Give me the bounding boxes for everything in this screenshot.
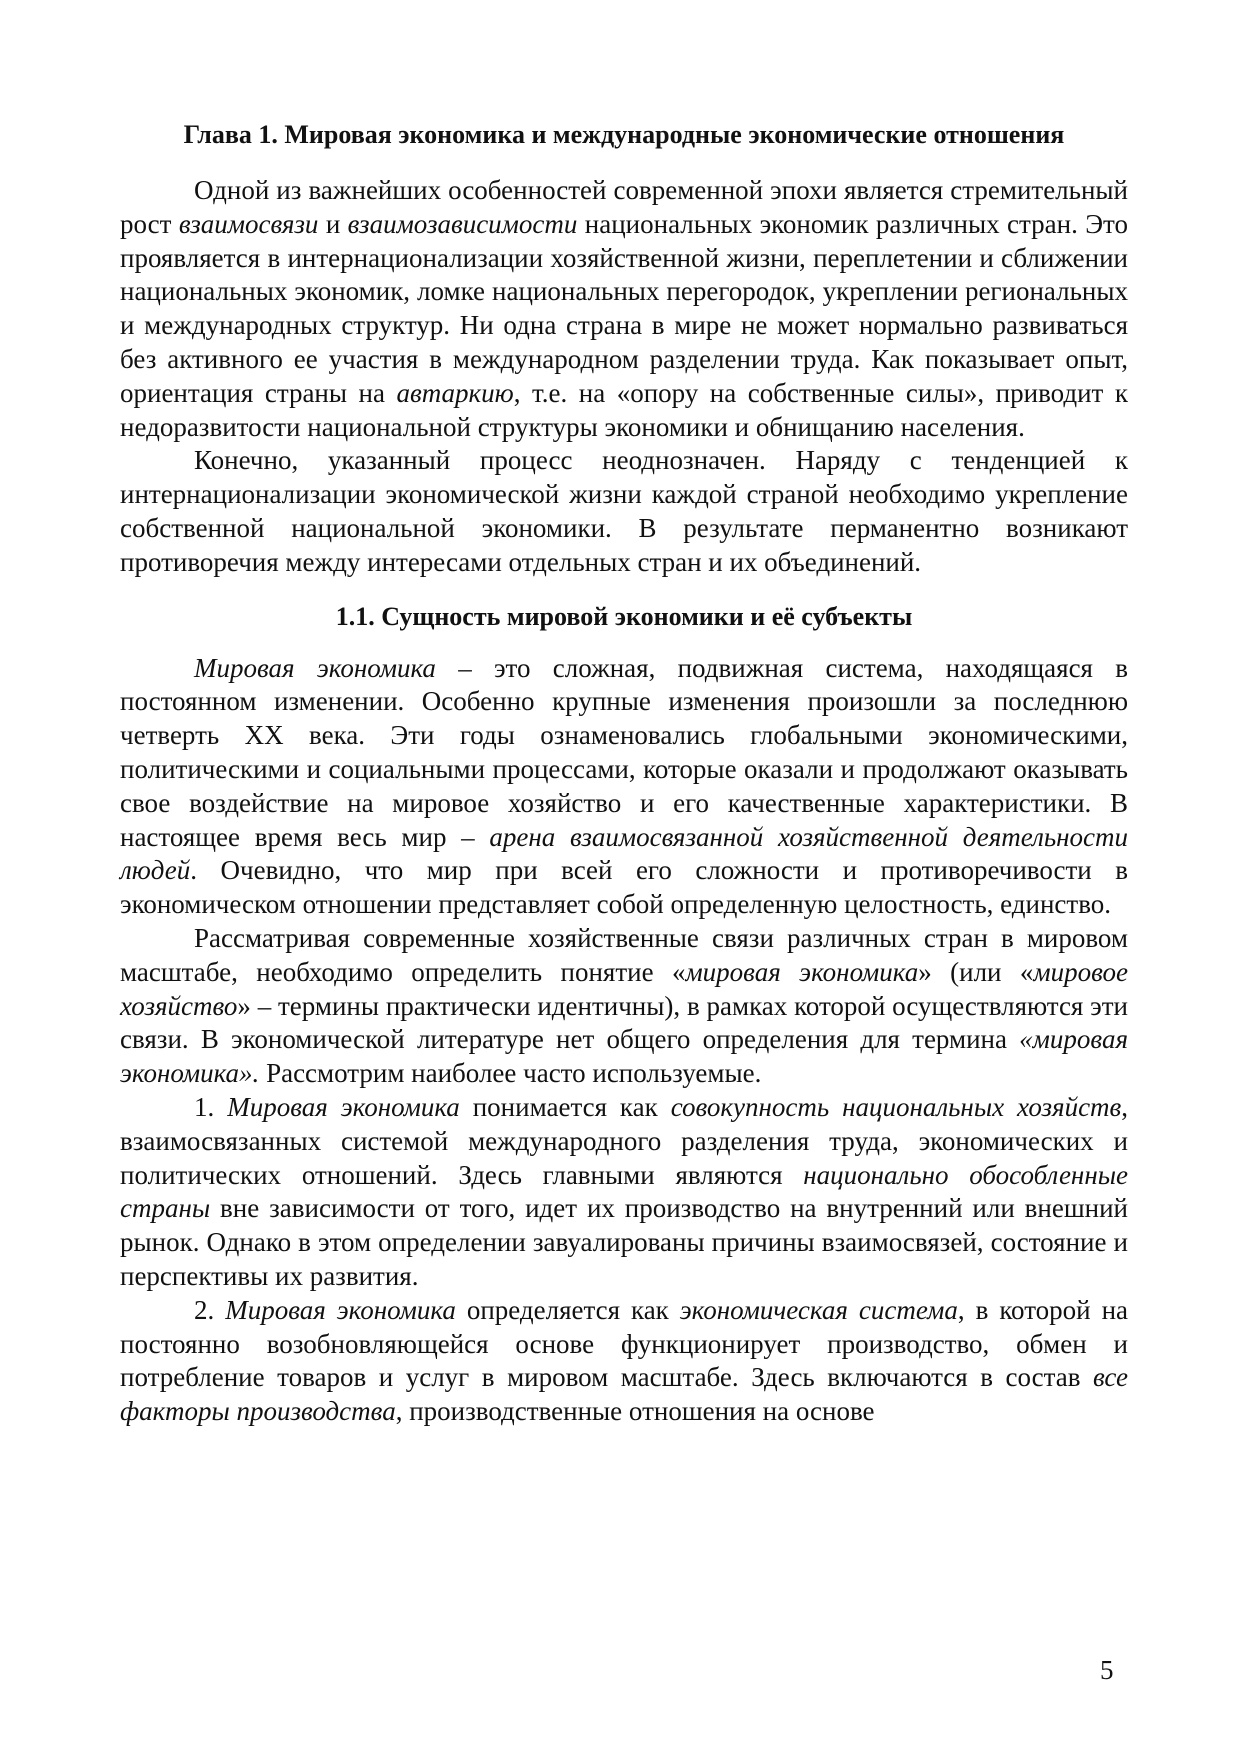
text-run: , т.е. на «опору на собственные силы», приводит к недоразвитости национальной структуры экономики и обнищанию населения. <box>120 377 1128 442</box>
text-run: , взаимосвязанных системой международного разделения труда, экономических и политических отношений. Здесь главными являются <box>120 1091 1129 1190</box>
text-run: » (или « <box>918 956 1034 987</box>
italic-term: взаимосвязи <box>178 208 319 239</box>
text-run: Рассмотрим наиболее часто используемые. <box>259 1058 762 1089</box>
italic-term: совокупность национальных хозяйств <box>670 1091 1122 1122</box>
text-run: 1. <box>194 1091 228 1122</box>
italic-term: национально обособленные страны <box>120 1159 1128 1224</box>
text-run: определяется как <box>455 1294 680 1325</box>
italic-term: автаркию <box>396 377 514 408</box>
italic-term: «мировая экономика». <box>120 1024 1128 1089</box>
italic-term: арена взаимосвязанной хозяйственной деятельности людей <box>120 821 1129 886</box>
text-run: и <box>318 208 348 239</box>
page-number: 5 <box>1100 1655 1114 1685</box>
italic-term: все факторы производства <box>120 1362 1128 1427</box>
italic-term: Мировая экономика <box>194 652 436 683</box>
text-run: . Очевидно, что мир при всей его сложности и противоречивости в экономическом отношении представляет собой определенную целостность, единство. <box>120 855 1128 920</box>
text-run: вне зависимости от того, идет их производство на внутренний или внешний рынок. Однако в этом определении завуалированы причины взаимосвязей, состояние и перспективы их развития. <box>120 1193 1128 1291</box>
text-run: , в которой на постоянно возобновляющейся основе функционирует производство, обмен и потребление товаров и услуг в мировом масштабе. Здесь включаются в состав <box>120 1294 1129 1393</box>
text-run: понимается как <box>459 1091 671 1122</box>
intro-paragraph-1 <box>120 174 1128 444</box>
text-run: » – термины практически идентичны), в рамках которой осуществляются эти связи. В экономической литературе нет общего определения для термина <box>120 990 1128 1055</box>
section-paragraph-3 <box>120 1091 1128 1294</box>
italic-term: мировое хозяйство <box>120 956 1128 1021</box>
italic-term: мировая экономика <box>685 956 919 987</box>
text-run: – это сложная, подвижная система, находящаяся в постоянном изменении. Особенно крупные изменения произошли за последнюю четверть XX века. Эти годы ознаменовались глобальными экономическими, политическими и социальными процессами, которые оказали и продолжают оказывать свое воздействие на мировое хозяйство и его качественные характеристики. В настоящее время весь мир – <box>120 652 1128 852</box>
text-run: , производственные отношения на основе <box>395 1396 875 1427</box>
section-title: 1.1. Сущность мировой экономики и её субъекты <box>335 601 913 631</box>
section-paragraph-4 <box>120 1294 1128 1429</box>
text-run: Рассматривая современные хозяйственные связи различных стран в мировом масштабе, необходимо определить понятие « <box>120 922 1128 987</box>
text-run: 2. <box>194 1294 226 1325</box>
section-paragraph-1 <box>120 652 1128 922</box>
chapter-title: Глава 1. Мировая экономика и международные экономические отношения <box>183 120 1065 149</box>
text-run: Одной из важнейших особенностей современной эпохи является стремительный рост <box>120 175 1128 239</box>
page-content <box>120 118 1128 1429</box>
italic-term: экономическая система <box>679 1294 958 1325</box>
italic-term: взаимозависимости <box>347 208 578 239</box>
section-paragraph-2 <box>120 922 1128 1091</box>
italic-term: Мировая экономика <box>225 1294 456 1325</box>
intro-paragraph-2: Конечно, указанный процесс неоднозначен. Наряду с тенденцией к интернационализации экономической жизни каждой страной необходимо укрепление собственной национальной экономики. В результате перманентно возникают противоречия между интересами отдельных стран и их объединений. <box>120 445 1128 577</box>
text-run: национальных экономик различных стран. Это проявляется в интернационализации хозяйственной жизни, переплетении и сближении национальных экономик, ломке национальных перегородок, укреплении региональных и международных структур. Ни одна страна в мире не может нормально развиваться без активного ее участия в международном разделении труда. Как показывает опыт, ориентация страны на <box>120 208 1128 408</box>
italic-term: Мировая экономика <box>227 1091 460 1122</box>
